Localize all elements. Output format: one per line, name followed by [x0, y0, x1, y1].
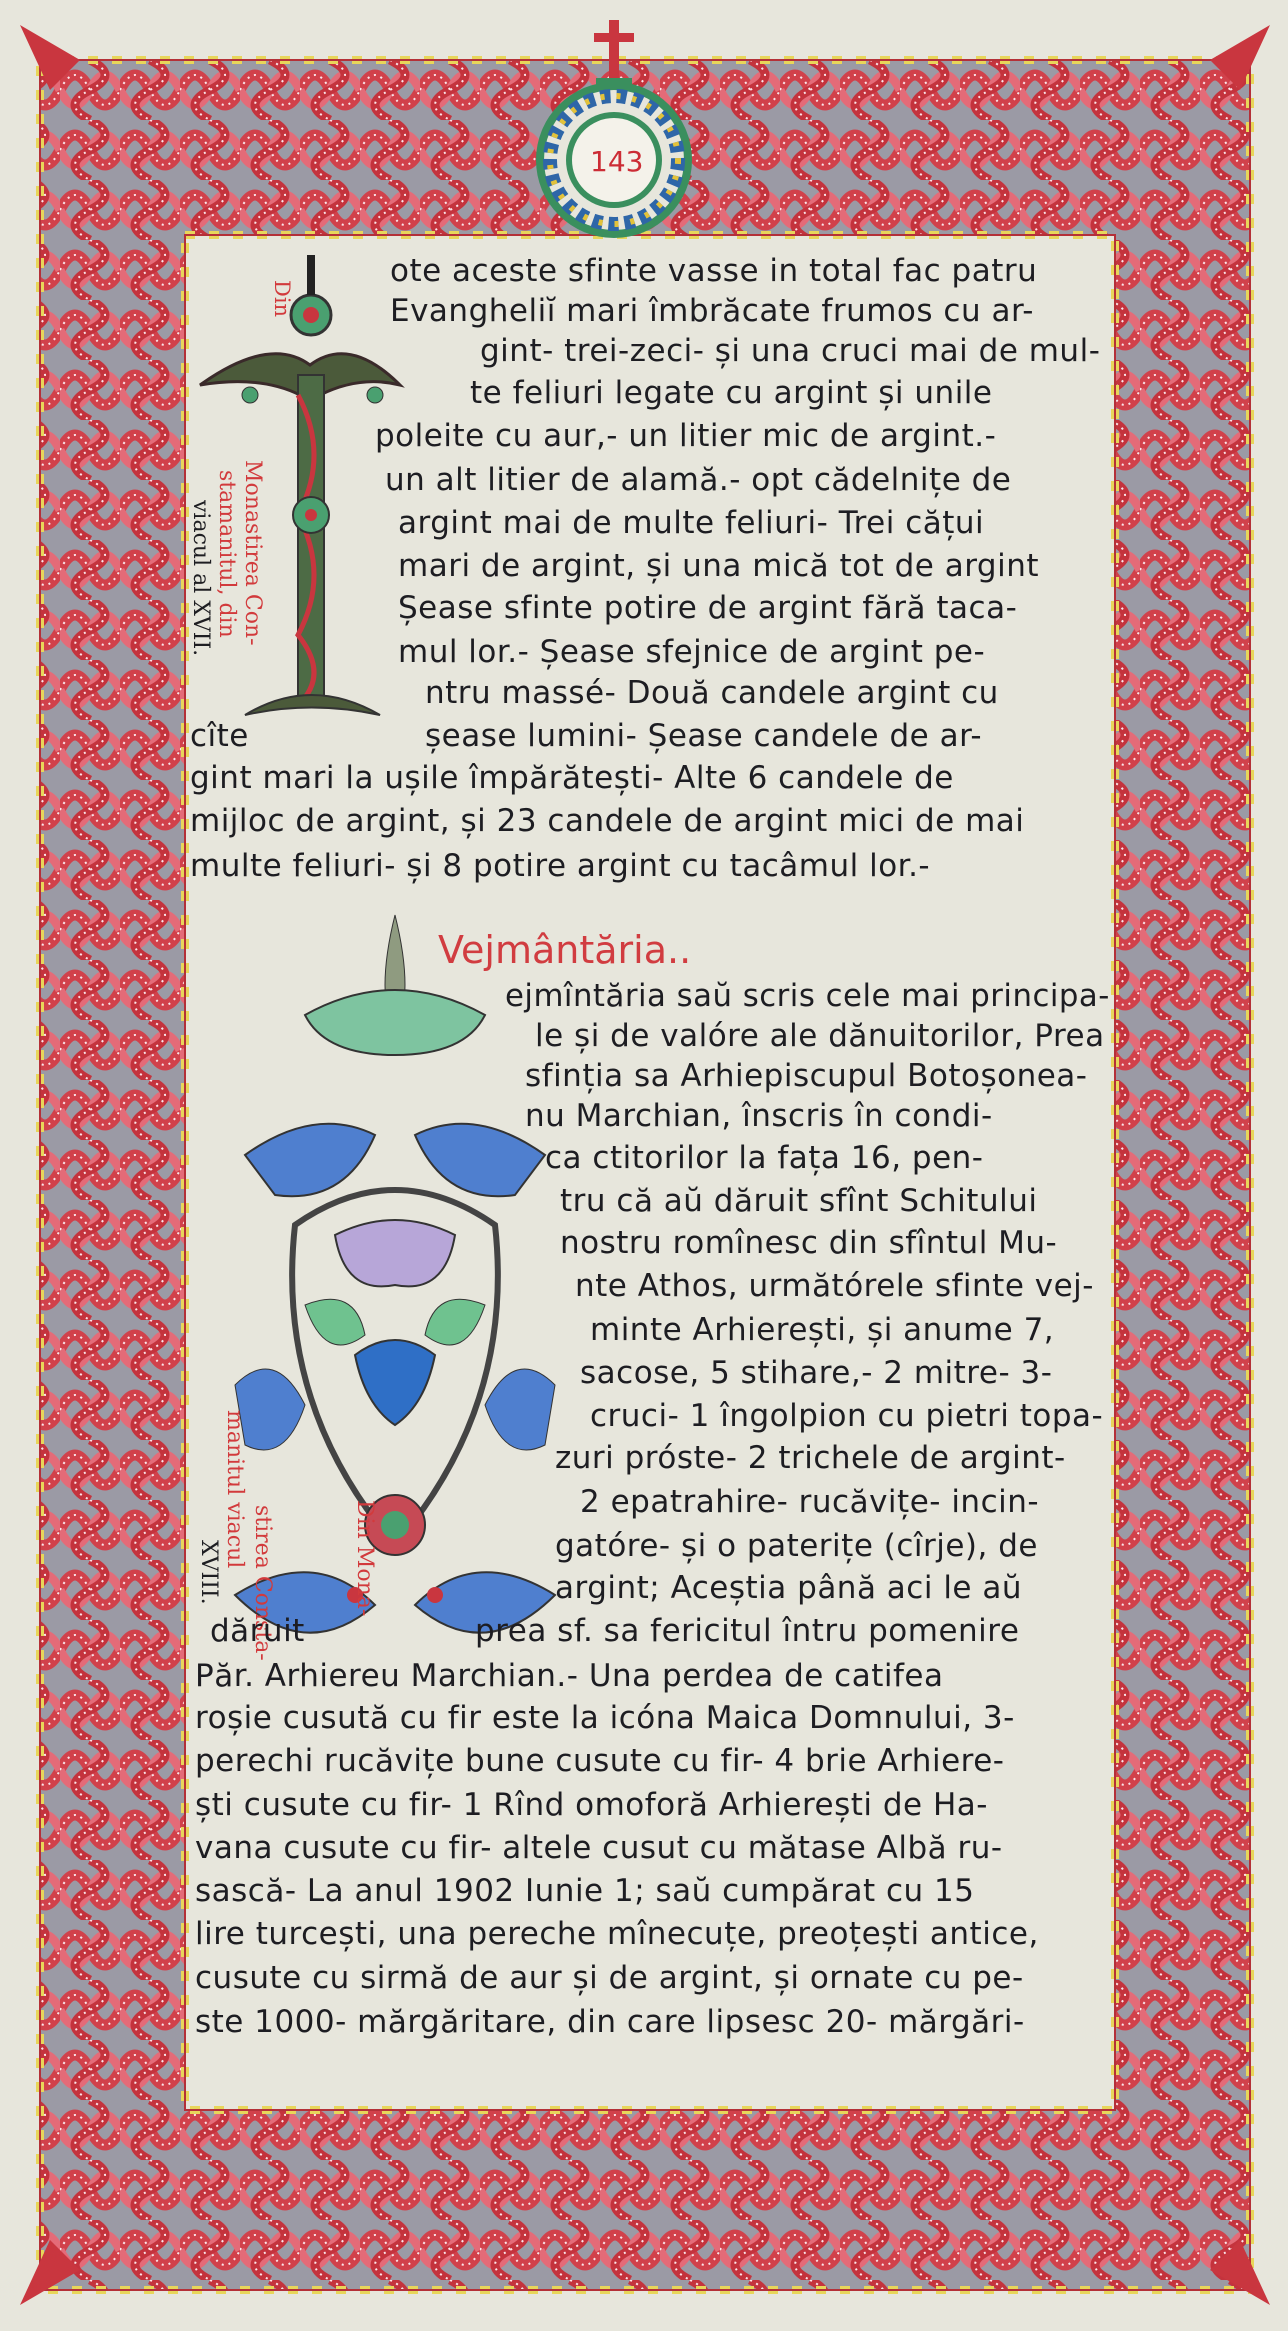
text-line: Șease sfinte potire de argint fără taca- — [398, 590, 1018, 626]
text-line: gatóre- și o paterițe (cîrje), de — [555, 1528, 1038, 1564]
text-line: nu Marchian, înscris în condi- — [525, 1098, 993, 1134]
text-line: sacose, 5 stihare,- 2 mitre- 3- — [580, 1355, 1053, 1391]
section-heading: Vejmântăria.. — [438, 928, 692, 972]
text-line: argint mai de multe feliuri- Trei cățui — [398, 505, 985, 541]
text-line: zuri próste- 2 trichele de argint- — [555, 1440, 1066, 1476]
text-line: ști cusute cu fir- 1 Rînd omoforă Arhierești de Ha- — [195, 1787, 988, 1823]
text-line: Evangheliĭ mari îmbrăcate frumos cu ar- — [390, 293, 1034, 329]
text-line: gint- trei-zeci- și una cruci mai de mul- — [480, 333, 1101, 369]
margin-note-1 — [270, 280, 294, 680]
margin-note-1d — [188, 500, 213, 740]
text-line: ca ctitorilor la fața 16, pen- — [545, 1140, 984, 1176]
text-line: te feliuri legate cu argint și unile — [470, 375, 993, 411]
text-line: sască- La anul 1902 Iunie 1; saŭ cumpărat cu 15 — [195, 1873, 975, 1909]
text-line: sfinția sa Arhiepiscupul Botoșonea- — [525, 1058, 1088, 1094]
text-line: nostru romînesc din sfîntul Mu- — [560, 1225, 1058, 1261]
text-line: nte Athos, următórele sfinte vej- — [575, 1268, 1094, 1304]
text-line: ste 1000- mărgăritare, din care lipsesc 20- mărgări- — [195, 2004, 1025, 2040]
text-line: șease lumini- Șease candele de ar- — [425, 718, 983, 754]
margin-note-1-line-3: stamanitul, din — [214, 470, 239, 638]
text-line: ntru massé- Două candele argint cu — [425, 675, 999, 711]
text-line: le și de valóre ale dănuitorilor, Prea — [535, 1018, 1105, 1054]
margin-note-2-line-1: Din Mona- — [352, 1500, 377, 1617]
text-line: mijloc de argint, și 23 candele de argint mici de mai — [190, 803, 1025, 839]
page-number: 143 — [590, 145, 644, 178]
text-line: 2 epatrahire- rucăvițe- incin- — [580, 1484, 1040, 1520]
text-line: lire turcești, una pereche mînecuțe, preoțești antice, — [195, 1916, 1039, 1952]
text-line: ejmîntăria saŭ scris cele mai principa- — [505, 978, 1110, 1014]
text-line: perechi rucăvițe bune cusute cu fir- 4 brie Arhiere- — [195, 1743, 1005, 1779]
text-line: multe feliuri- și 8 potire argint cu tacâmul lor.- — [190, 848, 931, 884]
text-line: mul lor.- Șease sfejnice de argint pe- — [398, 634, 986, 670]
margin-note-2-line-3: manitul viacul — [222, 1410, 247, 1569]
margin-note-1-line-4: viacul al XVII. — [188, 500, 213, 657]
text-line: minte Arhierești, și anume 7, — [590, 1312, 1055, 1348]
text-line: ote aceste sfinte vasse in total fac patru — [390, 253, 1038, 289]
text-line: Păr. Arhiereu Marchian.- Una perdea de catifea — [195, 1658, 944, 1694]
text-line: tru că aŭ dăruit sfînt Schitului — [560, 1183, 1038, 1219]
margin-note-1-line-1: Din — [270, 280, 294, 318]
text-line: argint; Aceștia până aci le aŭ — [555, 1570, 1022, 1606]
text-line: vana cusute cu fir- altele cusut cu mătase Albă ru- — [195, 1830, 1003, 1866]
margin-note-1b — [240, 460, 265, 760]
margin-note-2-line-4: XVIII. — [196, 1540, 221, 1605]
text-line: prea sf. sa fericitul întru pomenire — [475, 1613, 1020, 1649]
text-line: dăruit — [210, 1613, 305, 1649]
text-line: mari de argint, și una mică tot de argint — [398, 548, 1039, 584]
text-line: cruci- 1 îngolpion cu pietri topa- — [590, 1398, 1104, 1434]
margin-note-2-line-2: stirea Consta- — [250, 1505, 275, 1661]
text-line: cusute cu sirmă de aur și de argint, și ornate cu pe- — [195, 1960, 1024, 1996]
text-line: un alt litier de alamă.- opt cădelnițe de — [385, 462, 1012, 498]
text-line: gint mari la ușile împărătești- Alte 6 candele de — [190, 760, 954, 796]
margin-note-1-line-2: Monastirea Con- — [240, 460, 265, 646]
text-line: cîte — [190, 718, 249, 754]
text-line: roșie cusută cu fir este la icóna Maica Domnului, 3- — [195, 1700, 1015, 1736]
text-line: poleite cu aur,- un litier mic de argint.- — [375, 418, 997, 454]
